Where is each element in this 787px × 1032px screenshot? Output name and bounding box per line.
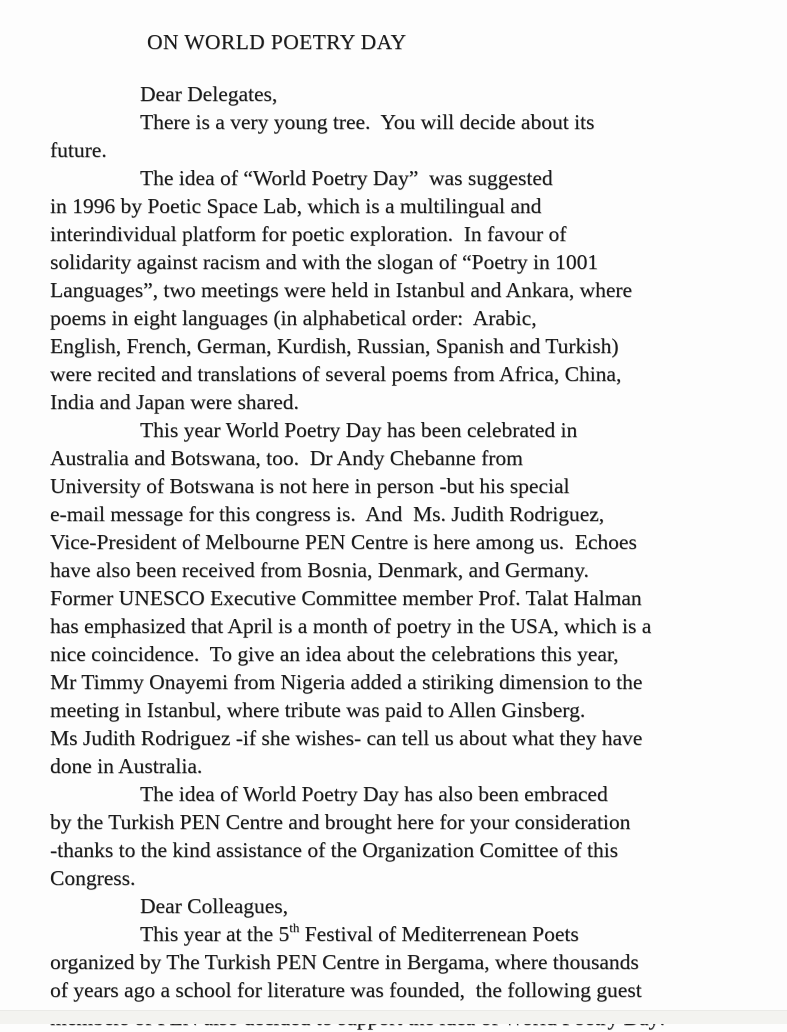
text-line: University of Botswana is not here in person -but his special <box>50 474 570 498</box>
text-line: nice coincidence. To give an idea about the celebrations this year, <box>50 642 619 666</box>
document-title: ON WORLD POETRY DAY <box>147 30 407 54</box>
text-line: English, French, German, Kurdish, Russian, Spanish and Turkish) <box>50 334 619 358</box>
text-line: This year World Poetry Day has been celebrated in <box>140 418 578 442</box>
text-line: -thanks to the kind assistance of the Organization Comittee of this <box>50 838 619 862</box>
text-line: Congress. <box>50 866 136 890</box>
text-line: Vice-President of Melbourne PEN Centre is here among us. Echoes <box>50 530 637 554</box>
text-line: poems in eight languages (in alphabetical order: Arabic, <box>50 306 537 330</box>
text-line: solidarity against racism and with the slogan of “Poetry in 1001 <box>50 250 599 274</box>
text-line: Dear Delegates, <box>140 82 278 106</box>
text-line: There is a very young tree. You will decide about its <box>140 110 595 134</box>
text-line: The idea of World Poetry Day has also been embraced <box>140 782 608 806</box>
text-line: were recited and translations of several poems from Africa, China, <box>50 362 622 386</box>
text-line: in 1996 by Poetic Space Lab, which is a multilingual and <box>50 194 542 218</box>
text-line: meeting in Istanbul, where tribute was paid to Allen Ginsberg. <box>50 698 586 722</box>
text-line: of years ago a school for literature was founded, the following guest <box>50 978 642 1002</box>
text-line: This year at the 5th Festival of Mediterrenean Poets <box>140 921 579 946</box>
text-line: have also been received from Bosnia, Denmark, and Germany. <box>50 558 589 582</box>
text-line: Mr Timmy Onayemi from Nigeria added a stiriking dimension to the <box>50 670 643 694</box>
text-line: interindividual platform for poetic exploration. In favour of <box>50 222 567 246</box>
ordinal-superscript: th <box>289 921 300 936</box>
text-line: Former UNESCO Executive Committee member Prof. Talat Halman <box>50 586 642 610</box>
document-body <box>50 80 749 1032</box>
text-line: has emphasized that April is a month of poetry in the USA, which is a <box>50 614 652 638</box>
text-line: organized by The Turkish PEN Centre in Bergama, where thousands <box>50 950 639 974</box>
scan-edge-strip <box>0 1010 787 1024</box>
text-line: Ms Judith Rodriguez -if she wishes- can tell us about what they have <box>50 726 643 750</box>
text-line: Dear Colleagues, <box>140 894 289 918</box>
text-line: by the Turkish PEN Centre and brought here for your consideration <box>50 810 631 834</box>
text-line: Languages”, two meetings were held in Istanbul and Ankara, where <box>50 278 633 302</box>
text-line: done in Australia. <box>50 754 203 778</box>
text-line: The idea of “World Poetry Day” was suggested <box>140 166 553 190</box>
text-line: e-mail message for this congress is. And Ms. Judith Rodriguez, <box>50 502 605 526</box>
text-line: Australia and Botswana, too. Dr Andy Chebanne from <box>50 446 523 470</box>
text-line: future. <box>50 138 107 162</box>
text-line: India and Japan were shared. <box>50 390 299 414</box>
